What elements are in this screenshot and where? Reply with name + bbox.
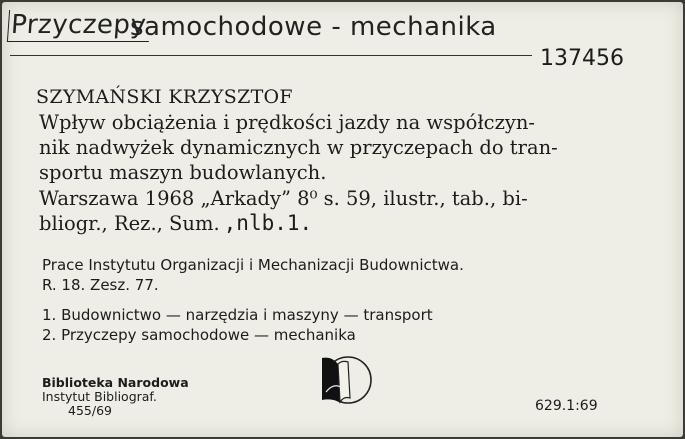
series-line: R. 18. Zesz. 77. (42, 276, 159, 294)
subject-heading: 1. Budownictwo — narzędzia i maszyny — transport (42, 306, 433, 324)
handwritten-subject-rest: samochodowe - mechanika (130, 12, 497, 42)
subject-headings (42, 305, 433, 345)
imprint-line: Warszawa 1968 „Arkady” 8⁰ s. 59, ilustr., tab., bi- (39, 187, 528, 210)
library-dept: Instytut Bibliograf. (42, 389, 157, 404)
title-line: sportu maszyn budowlanych. (39, 161, 327, 184)
card-number: 137456 (540, 46, 624, 71)
library-logo-icon (308, 352, 378, 408)
title-line: nik nadwyżek dynamicznych w przyczepach do tran- (39, 136, 558, 159)
author-name: SZYMAŃSKI KRZYSZTOF (36, 86, 293, 108)
library-name: Biblioteka Narodowa (42, 375, 189, 390)
classification-number: 629.1:69 (535, 398, 598, 414)
imprint-block (39, 186, 599, 236)
series-note (42, 255, 464, 295)
library-imprint (42, 376, 189, 418)
handwritten-subject-przyczepy: Przyczepy (7, 10, 152, 42)
title-block (39, 110, 599, 185)
catalog-card (2, 2, 683, 437)
library-line-2 (42, 390, 189, 418)
library-code: 455/69 (68, 403, 112, 418)
imprint-line-2 (39, 211, 599, 236)
heading-underline (10, 55, 532, 56)
subject-heading: 2. Przyczepy samochodowe — mechanika (42, 326, 356, 344)
imprint-text: bliogr., Rez., Sum. (39, 212, 220, 235)
imprint-typed-note: ,nlb.1. (223, 211, 313, 235)
title-line: Wpływ obciążenia i prędkości jazdy na współczyn- (39, 111, 536, 134)
series-line: Prace Instytutu Organizacji i Mechanizacji Budownictwa. (42, 256, 464, 274)
